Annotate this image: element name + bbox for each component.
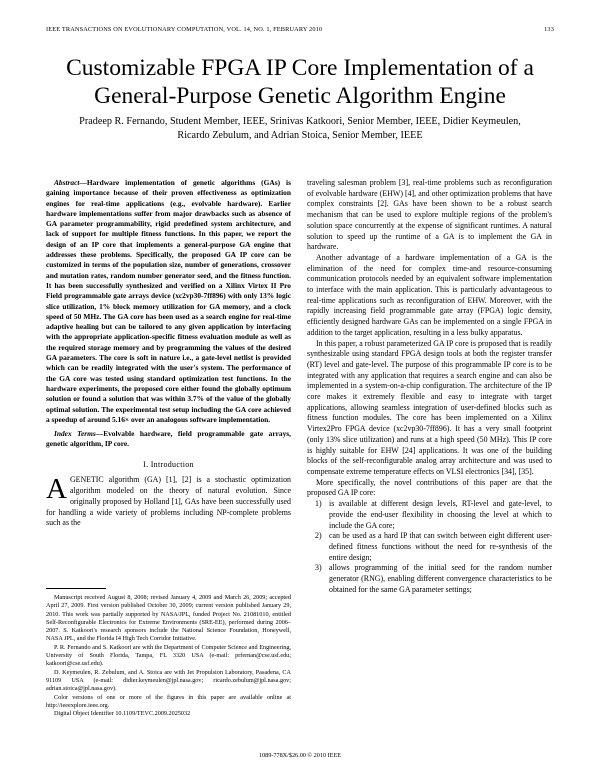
abstract-label: Abstract—: [54, 178, 87, 187]
journal-info: IEEE TRANSACTIONS ON EVOLUTIONARY COMPUTATION, VOL. 14, NO. 1, FEBRUARY 2010: [46, 26, 323, 33]
footnote-affiliation-jpl: D. Keymeulen, R. Zebulum, and A. Stoica are with Jet Propulsion Laboratory, Pasadena, CA 91109 USA (e-mail: didier.keymeulen@jpl.nasa.gov; ricardo.zebulum@jpl.nasa.gov; adrian.stoica@jpl.nasa.gov).: [46, 668, 291, 693]
title-line-1: Customizable FPGA IP Core Implementation of a: [66, 55, 534, 81]
authors-line-2: Ricardo Zebulum, and Adrian Stoica, Senior Member, IEEE: [177, 130, 423, 141]
index-terms-label: Index Terms—: [54, 429, 104, 439]
abstract-text: Hardware implementation of genetic algorithms (GAs) is gaining importance because of their proven effectiveness as optimization engines for real-time applications (e.g., evolvable hardware). Earlier hardware implementations suffer from major drawbacks such as absence of GA parameter programmability, rigid predefined system architecture, and lack of support for multiple fitness functions. In this paper, we report the design of an IP core that implements a general-purpose GA engine that addresses these problems. Specifically, the proposed GA IP core can be customized in terms of the population size, number of generations, crossover and mutation rates, random number generator seed, and the fitness function. It has been successfully synthesized and verified on a Xilinx Virtex II Pro Field programmable gate arrays device (xc2vp30-7ff896) with only 13% logic slice utilization, 1% block memory utilization for GA memory, and a clock speed of 50 MHz. The GA core has been used as a search engine for real-time adaptive healing but can be tailored to any given application by interfacing with the appropriate application-specific fitness evaluation module as well as the required storage memory and by programming the values of the desired GA parameters. The core is soft in nature i.e., a gate-level netlist is provided which can be readily integrated with the user's system. The performance of the GA core was tested using standard optimization test functions. In the hardware experiments, the proposed core either found the globally optimum solution or found a solution that was within 3.7% of the value of the globally optimal solution. The experimental test setup including the GA core achieved a speedup of around 5.16× over an analogous software implementation.: [46, 178, 291, 424]
dropcap-letter: A: [46, 473, 67, 506]
list-item-number: 1): [315, 499, 322, 509]
footnote-rule: [46, 588, 106, 589]
index-terms: [46, 429, 291, 450]
page-number: 133: [544, 26, 554, 33]
paper-title: [40, 54, 560, 110]
authors-line-1: Pradeep R. Fernando, Student Member, IEEE, Srinivas Katkoori, Senior Member, IEEE, Didier Keymeulen,: [79, 116, 521, 127]
body-paragraph-4: More specifically, the novel contributions of this paper are that the proposed GA IP core:: [307, 477, 552, 498]
title-line-2: General-Purpose Genetic Algorithm Engine: [94, 83, 506, 109]
footnote-doi: Digital Object Identifier 10.1109/TEVC.2009.2025032: [54, 710, 191, 718]
list-item-text: can be used as a hard IP that can switch between eight different user-defined fitness functions without the need for re-synthesis of the entire design;: [329, 531, 552, 562]
section-heading-introduction: I. Introduction: [143, 459, 194, 469]
footnote-color-versions: Color versions of one or more of the figures in this paper are available online at http://ieeexplore.ieee.org.: [46, 693, 291, 709]
list-item: [307, 499, 552, 531]
left-column: [46, 178, 291, 529]
body-paragraph-3: In this paper, a robust parameterized GA IP core is proposed that is readily synthesizable using standard FPGA design tools at both the register transfer (RT) level and gate-level. The purpose of this programmable IP core is to be integrated with any application that requires a search engine and can also be implemented in a system-on-a-chip configuration. The architecture of the IP core makes it extremely flexible and easy to integrate with target applications, allowing seamless integration of user-defined blocks such as fitness function modules. The core has been implemented on a Xilinx Virtex2Pro FPGA device (xc2vp30-7ff896). It has a very small footprint (only 13% slice utilization) and runs at a high speed (50 MHz). This IP core is highly suitable for EHW [24] applications. It was one of the building blocks of the self-reconfigurable analog array architecture and was used to compensate extreme temperature effects on VLSI electronics [34], [35].: [307, 338, 552, 476]
body-paragraph-2: Another advantage of a hardware implementation of a GA is the elimination of the need for complex time-and resource-consuming communication protocols needed by an equivalent software implementation to interface with the main application. This is particularly advantageous to real-time applications such as reconfiguration of EHW. Moreover, with the rapidly increasing field programmable gate array (FPGA) logic density, efficiently designed hardware GAs can be implemented on a single FPGA in addition to the target application, resulting in a less bulky apparatus.: [307, 252, 552, 337]
abstract: [46, 178, 291, 425]
body-paragraph-1: traveling salesman problem [3], real-time problems such as reconfiguration of evolvable hardware (EHW) [4], and other optimization problems that have complex constraints [2]. GAs have been shown to be a robust search mechanism that can be used to explore multiple regions of the problem's solution space concurrently at the expense of significant runtimes. A natural solution to speed up the runtime of a GA is to implement the GA in hardware.: [307, 178, 552, 252]
intro-paragraph-1: [46, 475, 291, 529]
running-head: [46, 26, 554, 36]
footnote-affiliation-usf: P. R. Fernando and S. Katkoori are with the Department of Computer Science and Engineering, University of South Florida, Tampa, FL 3320 USA (e-mail: prfernan@cse.usf.edu; katkoori@cse.usf.edu).: [46, 643, 291, 668]
list-item-number: 2): [315, 531, 322, 541]
footnote-manuscript: Manuscript received August 8, 2008; revised January 4, 2009 and March 26, 2009; accepted April 27, 2009. First version published October 30, 2009; current version published January 29, 2010. This work was partially supported by NASA/JPL, funded Project No. 21081010, entitled Self-Reconfigurable Electronics for Extreme Environments (SRE-EE), performed during 2006–2007. S. Katkoori's research sponsors include the National Science Foundation, Honeywell, NASA JPL, and the Florida I4 High Tech Corridor Initiative.: [46, 594, 291, 643]
index-terms-text: Evolvable hardware, field programmable gate arrays, genetic algorithm, IP core.: [46, 429, 291, 449]
list-item-number: 3): [315, 563, 322, 573]
footnote-block: [46, 594, 291, 718]
author-list: [50, 115, 550, 143]
contributions-list: [307, 499, 552, 595]
copyright-line: 1089-778X/$26.00 © 2010 IEEE: [258, 752, 342, 759]
list-item: [307, 563, 552, 595]
list-item: [307, 531, 552, 563]
right-column: [307, 178, 552, 595]
intro-paragraph-1-text: GENETIC algorithm (GA) [1], [2] is a stochastic optimization algorithm modeled on the theory of natural evolution. Since originally proposed by Holland [1], GAs have been successfully used for handling a wide variety of problems including NP-complete problems such as the: [46, 475, 291, 528]
list-item-text: allows programming of the initial seed for the random number generator (RNG), enabling different convergence characteristics to be obtained for the same GA parameter settings;: [329, 563, 552, 594]
list-item-text: is available at different design levels, RT-level and gate-level, to provide the end-user flexibility in choosing the level at which to include the GA core;: [329, 499, 552, 530]
